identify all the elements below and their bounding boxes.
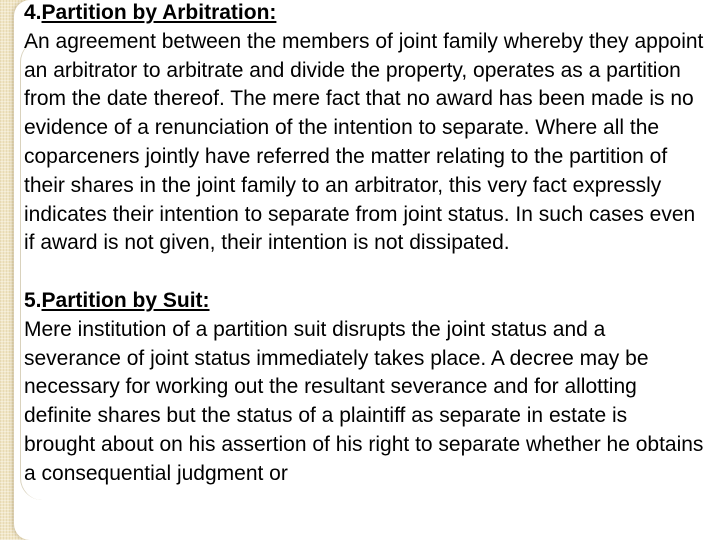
slide-text-block (24, 0, 704, 489)
section-5-body: Mere institution of a partition suit disrupts the joint status and a severance of joint status immediately takes place. A decree may be necessary for working out the resultant severance and for allotting definite shares but the status of a plaintiff as separate in estate is brought about on his assertion of his right to separate whether he obtains a consequential judgment or (24, 317, 704, 485)
section-spacer (24, 258, 704, 287)
section-4-number: 4. (24, 1, 42, 24)
section-5-title: Partition by Suit: (41, 288, 210, 312)
section-5-number: 5. (24, 288, 42, 312)
section-4-title: Partition by Arbitration: (41, 1, 277, 24)
section-4-body: An agreement between the members of joint family whereby they appoint an arbitrator to arbitrate and divide the property, operates as a partition from the date thereof. The mere fact that no award has been made is no evidence of a renunciation of the intention to separate. Where all the coparceners jointly have referred the matter relating to the partition of their shares in the joint family to an arbitrator, this very fact expressly indicates their intention to separate from joint status. In such cases even if award is not given, their intention is not dissipated. (24, 29, 704, 255)
section-5-heading (24, 287, 704, 316)
section-4-heading (24, 0, 704, 28)
